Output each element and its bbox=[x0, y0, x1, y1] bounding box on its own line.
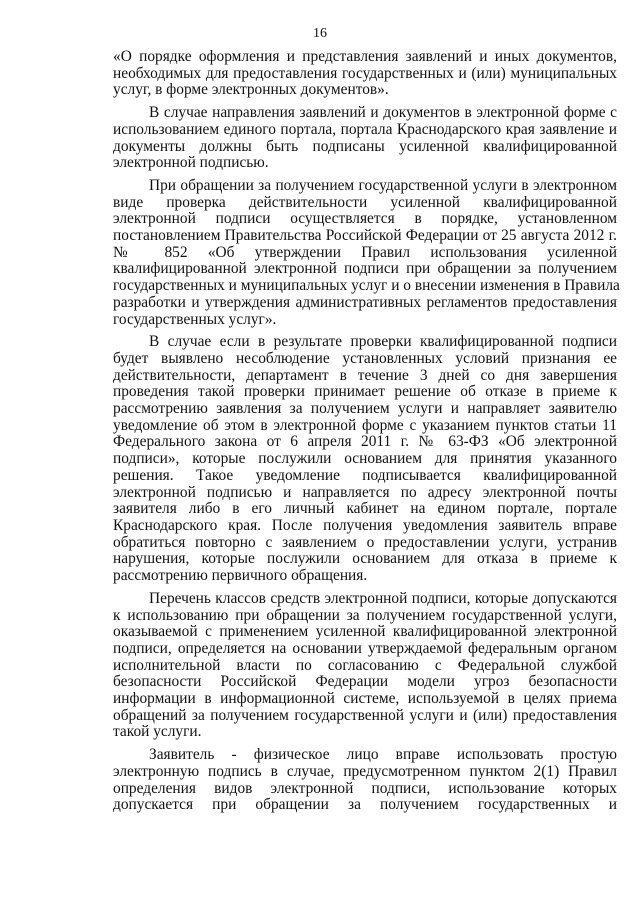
text-line: обратиться повторно с заявлением о предоставлении услуги, устранив bbox=[113, 533, 617, 551]
paragraph bbox=[113, 176, 620, 328]
text-line: Заявитель - физическое лицо вправе использовать простую bbox=[149, 746, 617, 764]
text-line: заявителя либо в его личный кабинет на едином портале, портале bbox=[113, 500, 617, 518]
document-body bbox=[113, 48, 620, 820]
text-line: разработки и утверждения административных регламентов предоставления bbox=[113, 293, 617, 311]
text-line: электронную подпись в случае, предусмотренном пунктом 2(1) Правил bbox=[113, 762, 617, 780]
text-line: безопасности Российской Федерации модели угроз безопасности bbox=[113, 673, 617, 691]
text-line: В случае если в результате проверки квалифицированной подписи bbox=[149, 333, 617, 351]
text-line: документы должны быть подписаны усиленной квалифицированной bbox=[113, 137, 617, 155]
text-line: виде проверка действительности усиленной квалифицированной bbox=[113, 193, 617, 211]
text-line: нарушения, которые послужили основанием для отказа в приеме к bbox=[113, 550, 617, 568]
text-line: информации в информационной системе, используемой в целях приема bbox=[113, 690, 617, 708]
text-line: такой услуги. bbox=[113, 723, 202, 741]
text-line: будет выявлено несоблюдение установленных условий признания ее bbox=[113, 349, 617, 367]
text-line: электронной подписью и направляется по адресу электронной почты bbox=[113, 483, 617, 501]
text-line: обращений за получением государственной услуги и (или) предоставления bbox=[113, 706, 617, 724]
text-line: действительности, департамент в течение 3 дней со дня завершения bbox=[113, 366, 617, 384]
text-line: № 852 «Об утверждении Правил использования усиленной bbox=[113, 243, 617, 261]
text-line: решения. Такое уведомление подписывается квалифицированной bbox=[113, 466, 617, 484]
paragraph bbox=[113, 747, 617, 814]
text-line: подписи», которые послужили основанием для принятия указанного bbox=[113, 450, 617, 468]
text-line: постановлением Правительства Российской Федерации от 25 августа 2012 г. bbox=[113, 227, 617, 245]
text-line: Федерального закона от 6 апреля 2011 г. № 63-ФЗ «Об электронной bbox=[113, 433, 617, 451]
text-line: электронной подписи осуществляется в порядке, установленном bbox=[113, 210, 617, 228]
paragraph bbox=[113, 334, 617, 585]
paragraph bbox=[113, 49, 617, 99]
text-line: рассмотрению заявления за получением услуги и направляет заявителю bbox=[113, 400, 617, 418]
page-number: 16 bbox=[313, 26, 327, 41]
text-line: электронной подписью. bbox=[113, 154, 269, 172]
text-line: При обращении за получением государственной услуги в электронном bbox=[149, 176, 617, 194]
text-line: необходимых для предоставления государственных и (или) муниципальных bbox=[113, 64, 617, 82]
text-line: проведения такой проверки принимает решение об отказе в приеме к bbox=[113, 383, 617, 401]
text-line: Краснодарского края. После получения уведомления заявитель вправе bbox=[113, 516, 617, 534]
text-line: рассмотрению первичного обращения. bbox=[113, 567, 368, 585]
paragraph bbox=[113, 105, 617, 172]
text-line: оказываемой с применением усиленной квалифицированной электронной bbox=[113, 623, 617, 641]
text-line: подписи, определяется на основании утверждаемой федеральным органом bbox=[113, 639, 617, 657]
text-line: государственных и муниципальных услуг и о внесении изменения в Правила bbox=[113, 277, 620, 295]
text-line: использованием единого портала, портала Краснодарского края заявление и bbox=[113, 120, 617, 138]
text-line: Перечень классов средств электронной подписи, которые допускаются bbox=[149, 589, 617, 607]
text-line: определения видов электронной подписи, использование которых bbox=[113, 779, 617, 797]
paragraph bbox=[113, 591, 617, 741]
text-line: допускается при обращении за получением государственных и bbox=[113, 796, 617, 814]
text-line: «О порядке оформления и представления заявлений и иных документов, bbox=[113, 48, 617, 65]
text-line: В случае направления заявлений и документов в электронной форме с bbox=[149, 104, 617, 122]
text-line: к использованию при обращении за получением государственной услуги, bbox=[113, 606, 617, 624]
text-line: квалифицированной электронной подписи при обращении за получением bbox=[113, 260, 617, 278]
text-line: государственных услуг». bbox=[113, 310, 277, 328]
text-line: исполнительной власти по согласованию с Федеральной службой bbox=[113, 656, 617, 674]
text-line: уведомление об этом в электронной форме с указанием пунктов статьи 11 bbox=[113, 416, 617, 434]
text-line: услуг, в форме электронных документов». bbox=[113, 81, 389, 99]
